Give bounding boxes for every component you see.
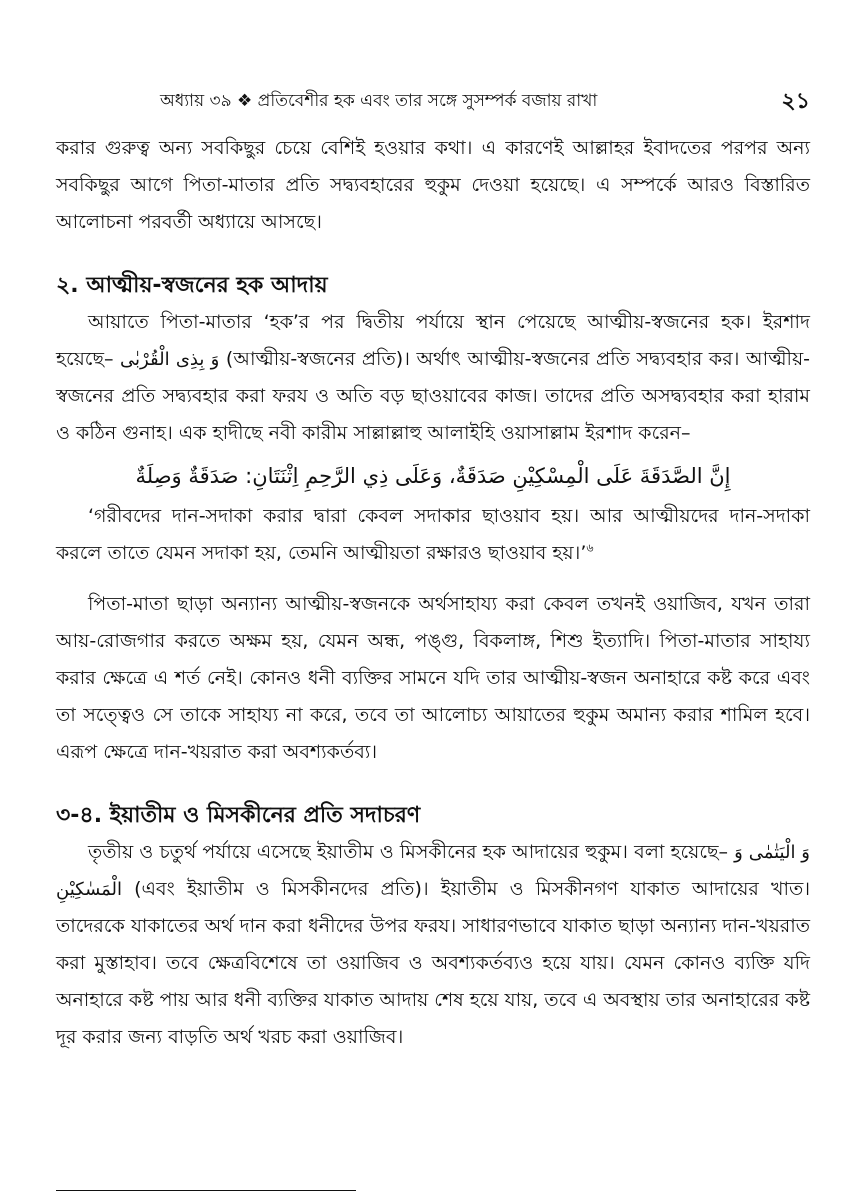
orphans-paragraph xyxy=(56,834,810,1056)
quran-phrase-relatives: وَ بِذِی الْقُرْبٰی xyxy=(120,349,220,370)
hadith-translation xyxy=(56,498,810,572)
relatives-text-start: আয়াতে পিতা-মাতার ‘হক’র পর দ্বিতীয় পর্যায়ে স্থান পেয়েছে আত্মীয়-স্বজনের হক। ইরশাদ হয়েছে– xyxy=(56,311,810,370)
orphans-text-end: (এবং ইয়াতীম ও মিসকীনদের প্রতি)। ইয়াতীম ও মিসকীনগণ যাকাত আদায়ের খাত। তাদেরকে যাকাতের অর্থ দান করা ধনীদের উপর ফরয। সাধারণভাবে যাকাত ছাড়া অন্যান্য দান-খয়রাত করা মুস্তাহাব। তবে ক্ষেত্রবিশেষে তা ওয়াজিব ও অবশ্যকর্তব্যও হয়ে যায়। যেমন কোনও ব্যক্তি যদি অনাহারে কষ্ট পায় আর ধনী ব্যক্তির যাকাত আদায় শেষ হয়ে যায়, তবে এ অবস্থায় তার অনাহারের কষ্ট দূর করার জন্য বাড়তি অর্থ খরচ করা ওয়াজিব। xyxy=(56,878,811,1048)
page-number: ২১ xyxy=(781,89,810,114)
body-text xyxy=(56,130,810,1056)
relatives-paragraph xyxy=(56,304,810,452)
running-title: অধ্যায় ৩৯ ❖ প্রতিবেশীর হক এবং তার সঙ্গে সুসম্পর্ক বজায় রাখা xyxy=(160,91,598,111)
orphans-text-start: তৃতীয় ও চতুর্থ পর্যায়ে এসেছে ইয়াতীম ও মিসকীনের হক আদায়ের হুকুম। বলা হয়েছে– xyxy=(88,841,728,863)
quran-phrase-orphans: وَ الْيَتٰمٰى وَ الْمَسٰكِيْنِ xyxy=(56,842,810,900)
section-heading-orphans: ৩-৪. ইয়াতীম ও মিসকীনের প্রতি সদাচরণ xyxy=(56,803,421,828)
intro-paragraph: করার গুরুত্ব অন্য সবকিছুর চেয়ে বেশিই হওয়ার কথা। এ কারণেই আল্লাহর ইবাদতের পরপর অন্য সবকিছুর আগে পিতা-মাতার প্রতি সদ্ব্যবহারের হুকুম দেওয়া হয়েছে। এ সম্পর্কে আরও বিস্তারিত আলোচনা পরবর্তী অধ্যায়ে আসছে। xyxy=(56,137,810,233)
footnote-divider xyxy=(56,1190,356,1191)
financial-support-paragraph: পিতা-মাতা ছাড়া অন্যান্য আত্মীয়-স্বজনকে অর্থসাহায্য করা কেবল তখনই ওয়াজিব, যখন তারা আয়-রোজগার করতে অক্ষম হয়, যেমন অন্ধ, পঙ্গু, বিকলাঙ্গ, শিশু ইত্যাদি। পিতা-মাতার সাহায্য করার ক্ষেত্রে এ শর্ত নেই। কোনও ধনী ব্যক্তির সামনে যদি তার আত্মীয়-স্বজন অনাহারে কষ্ট করে এবং তা সত্ত্বেও সে তাকে সাহায্য না করে, তবে তা আলোচ্য আয়াতের হুকুম অমান্য করার শামিল হবে। এরূপ ক্ষেত্রে দান-খয়রাত করা অবশ্যকর্তব্য। xyxy=(56,593,810,763)
relatives-text-end: (আত্মীয়-স্বজনের প্রতি)। অর্থাৎ আত্মীয়-স্বজনের প্রতি সদ্ব্যবহার কর। আত্মীয়-স্বজনের প্রতি সদ্ব্যবহার করা ফরয ও অতি বড় ছাওয়াবের কাজ। তাদের প্রতি অসদ্ব্যবহার করা হারাম ও কঠিন গুনাহ। এক হাদীছে নবী কারীম সাল্লাল্লাহু আলাইহি ওয়াসাল্লাম ইরশাদ করেন– xyxy=(56,348,810,444)
hadith-translation-text: ‘গরীবদের দান-সদাকা করার দ্বারা কেবল সদাকার ছাওয়াব হয়। আর আত্মীয়দের দান-সদাকা করলে তাতে যেমন সদাকা হয়, তেমনি আত্মীয়তা রক্ষারও ছাওয়াব হয়।’ xyxy=(56,505,810,564)
footnote-marker[interactable]: ৬ xyxy=(586,541,594,555)
hadith-arabic: إِنَّ الصَّدَقَةَ عَلَى الْمِسْكِيْنِ صَدَقَةٌ، وَعَلَى ذِي الرَّحِمِ اِثْنَتَانِ: صَدَقَةٌ وَصِلَةٌ xyxy=(135,464,731,488)
hadith-arabic-line xyxy=(56,452,810,498)
section-heading-relatives: ২. আত্মীয়-স্বজনের হক আদায় xyxy=(56,273,328,298)
page-header xyxy=(56,84,810,120)
